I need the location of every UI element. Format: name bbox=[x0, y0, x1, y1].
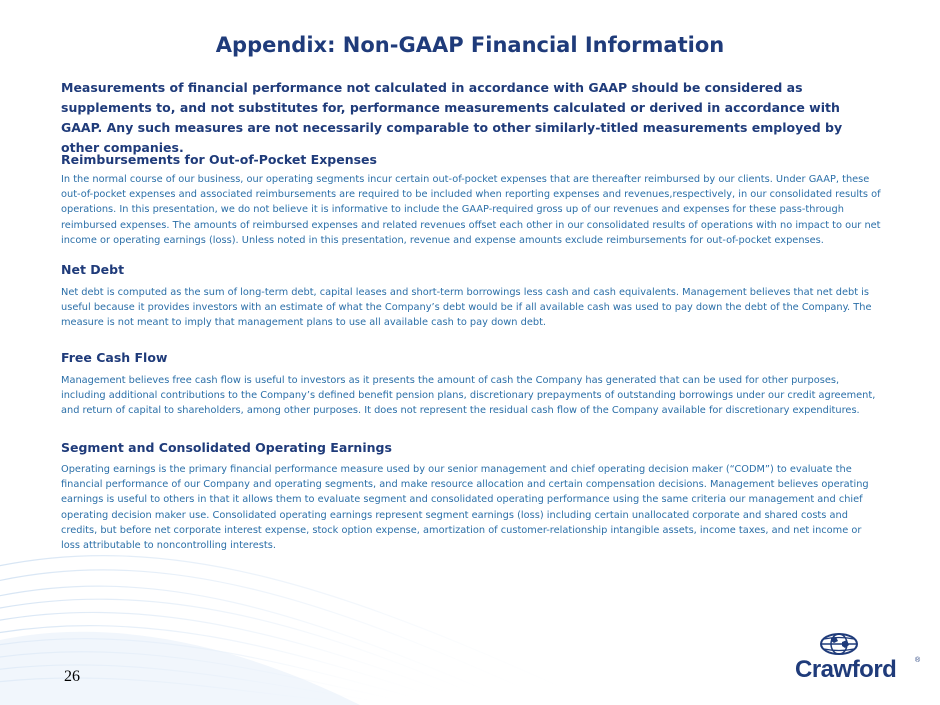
section-body-free-cash-flow: Management believes free cash flow is useful to investors as it presents the amount of cash the Company has generated that can be used for other purposes, including additional contributions to the Company’s defined benefit pension plans, discretionary prepayments of outstanding borrowings under our credit agreement, and return of capital to shareholders, among other purposes. It does not represent the residual cash flow of the Company available for discretionary expenditures. bbox=[61, 375, 876, 417]
section-body-operating-earnings: Operating earnings is the primary financial performance measure used by our senior management and chief operating decision maker (“CODM”) to evaluate the financial performance of our Company and operating segments, and make resource allocation and certain compensation decisions. Management believes operating earnings is useful to others in that it allows them to evaluate segment and consolidated operating performance using the same criteria our management and chief operating decision maker use. Consolidated operating earnings represent segment earnings (loss) including certain unallocated corporate and shared costs and credits, but before net corporate interest expense, stock option expense, amortization of customer-relationship intangible assets, income taxes, and net income or loss attributable to noncontrolling interests. bbox=[61, 464, 869, 552]
section-heading-reimbursements: Reimbursements for Out-of-Pocket Expenses bbox=[61, 152, 377, 167]
crawford-logo bbox=[795, 633, 925, 685]
registered-mark: ® bbox=[915, 657, 921, 664]
logo-wordmark: Crawford bbox=[795, 656, 897, 683]
section-body-net-debt: Net debt is computed as the sum of long-term debt, capital leases and short-term borrowings less cash and cash equivalents. Management believes that net debt is useful because it provides investors with an estimate of what the Company’s debt would be if all available cash was used to pay down the debt of the Company. The measure is not meant to imply that management plans to use all available cash to pay down debt. bbox=[61, 287, 872, 329]
section-body-reimbursements: In the normal course of our business, our operating segments incur certain out-of-pocket expenses that are thereafter reimbursed by our clients. Under GAAP, these out-of-pocket expenses and associated reimbursements are required to be included when reporting expenses and revenues,respectively, in our consolidated results of operations. In this presentation, we do not believe it is informative to include the GAAP-required gross up of our revenues and expenses for these pass-through reimbursed expenses. The amounts of reimbursed expenses and related revenues offset each other in our consolidated results of operations with no impact to our net income or operating earnings (loss). Unless noted in this presentation, revenue and expense amounts exclude reimbursements for out-of-pocket expenses. bbox=[61, 174, 881, 246]
section-heading-net-debt: Net Debt bbox=[61, 262, 125, 277]
page-number: 26 bbox=[64, 668, 80, 685]
slide-title: Appendix: Non-GAAP Financial Information bbox=[215, 33, 725, 57]
section-heading-operating-earnings: Segment and Consolidated Operating Earnings bbox=[61, 440, 392, 455]
globe-icon bbox=[819, 633, 859, 655]
section-heading-free-cash-flow: Free Cash Flow bbox=[61, 350, 168, 365]
intro-paragraph: Measurements of financial performance not calculated in accordance with GAAP should be considered as supplements to, and not substitutes for, performance measurements calculated or derived in accordance with GAAP. Any such measures are not necessarily comparable to other similarly-titled measurements employed by other companies. bbox=[61, 80, 843, 155]
